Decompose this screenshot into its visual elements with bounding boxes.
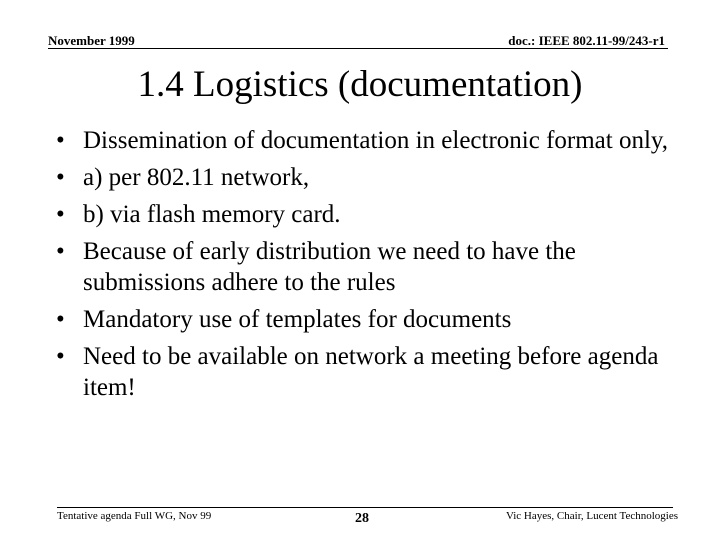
bullet-icon: • [56,238,65,265]
bullet-text: b) via flash memory card. [83,201,341,228]
bullet-icon: • [56,306,65,333]
footer-divider [57,507,673,508]
bullet-icon: • [56,164,65,191]
bullet-text: Mandatory use of templates for documents [83,306,512,333]
bullet-item [56,236,696,298]
bullet-icon: • [56,127,65,154]
bullet-item [56,125,696,156]
bullet-text: a) per 802.11 network, [83,164,310,191]
bullet-text: Need to be available on network a meeting before agenda item! [83,343,659,401]
bullet-icon: • [56,343,65,370]
bullet-item [56,341,696,403]
bullet-list [56,125,696,409]
header-divider [48,48,668,49]
bullet-item [56,304,696,335]
bullet-item [56,162,696,193]
footer-meeting: Tentative agenda Full WG, Nov 99 [57,510,212,522]
bullet-item [56,199,696,230]
header-doc-id: doc.: IEEE 802.11-99/243-r1 [508,33,665,48]
bullet-text: Dissemination of documentation in electronic format only, [83,127,669,154]
bullet-text: Because of early distribution we need to have the submissions adhere to the rules [83,238,576,296]
page-number: 28 [355,511,369,526]
header-date: November 1999 [48,33,135,48]
bullet-icon: • [56,201,65,228]
slide-title: 1.4 Logistics (documentation) [137,64,583,105]
footer-author: Vic Hayes, Chair, Lucent Technologies [505,510,678,522]
